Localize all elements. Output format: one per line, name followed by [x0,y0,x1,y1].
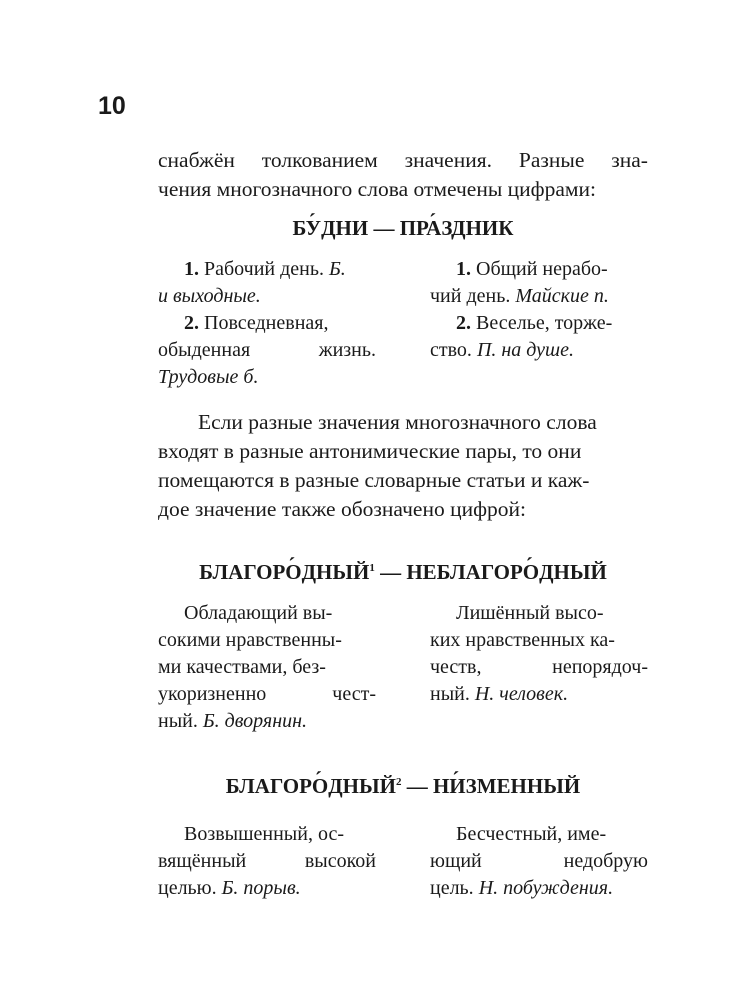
entry-2-headword [158,560,648,585]
def-text: целью. [158,877,217,899]
accented-letter: А ´ [426,216,441,240]
intro-line-1 [158,146,648,175]
sense-number: 2. [184,312,199,334]
para2-line: входят в разные антонимические пары, то они [158,439,582,463]
headword-part: БЛАГОР [225,774,312,798]
def-text: недобрую [563,850,648,872]
def-text: обыденная [158,339,251,361]
def-line [430,681,648,708]
def-text: честв, [430,656,482,678]
def-line [430,875,648,902]
def-text: Повседневная, [204,312,329,334]
homonym-index: 1 [369,562,375,574]
def-text: чест- [332,683,376,705]
headword-part: ДНЫЙ [328,774,396,798]
entry-1-left-definition [158,256,376,391]
entry-2-right-definition [430,600,648,708]
example: Б. [329,258,346,280]
dash: — [406,774,428,798]
accented-letter: О ´ [285,560,301,584]
word: зна- [611,148,648,172]
def-line [158,283,376,310]
headword-part: ЗДНИК [441,216,514,240]
headword-part: ПР [399,216,427,240]
def-text: ный. [158,710,198,732]
accented-letter: И ´ [449,774,465,798]
page-number: 10 [98,92,126,120]
entry-1-headword [158,216,648,241]
def-line [430,283,648,310]
def-line: сокими нравственны- [158,629,342,651]
def-line [430,848,648,875]
def-text: ющий [430,850,482,872]
def-line [158,875,376,902]
word: снабжён [158,148,235,172]
para2-line: дое значение также обозначено цифрой: [158,497,526,521]
para2-line: Если разные значения многозначного слова [198,410,597,434]
def-line [158,256,376,283]
def-text: цель. [430,877,474,899]
dash: — [373,216,395,240]
word: значения. [404,148,492,172]
def-text: непорядоч- [552,656,648,678]
intro-line-2: чения многозначного слова отмечены цифрами: [158,177,596,201]
def-text: вящённый [158,850,247,872]
example: Трудовые б. [158,366,259,388]
homonym-index: 2 [395,776,402,788]
example: Б. дворянин. [202,710,308,732]
example: и выходные. [158,285,261,307]
def-line [158,681,376,708]
headword-part: ДНЫЙ [301,560,370,584]
def-line: Обладающий вы- [184,602,333,624]
example: Б. порыв. [221,877,301,899]
def-line: Бесчестный, име- [456,823,607,845]
word: Разные [518,148,585,172]
def-line [158,310,376,337]
entry-1-right-definition [430,256,648,364]
sense-number: 1. [456,258,471,280]
def-line [430,654,648,681]
accented-letter: У ´ [306,216,321,240]
example: Н. побуждения. [478,877,614,899]
def-line: Лишённый высо- [456,602,604,624]
entry-3-headword [158,774,648,799]
word: толкованием [261,148,378,172]
def-line [158,337,376,364]
headword-part: ДНЫЙ [539,560,607,584]
def-line [430,337,648,364]
headword-part: Б [292,216,306,240]
def-line [158,364,376,391]
def-line [158,848,376,875]
paragraph-2 [158,408,648,524]
accented-letter: О ´ [312,774,328,798]
example: Н. человек. [474,683,569,705]
accented-letter: О ´ [523,560,539,584]
headword-part: ЗМЕННЫЙ [465,774,581,798]
def-text: Веселье, торже- [476,312,613,334]
headword-part: Н [432,774,450,798]
entry-3-right-definition [430,821,648,902]
def-line [430,256,648,283]
def-text: Общий нерабо- [476,258,608,280]
headword-part: БЛАГОР [199,560,286,584]
example: П. на душе. [476,339,575,361]
def-text: чий день. [430,285,511,307]
def-text: жизнь. [318,339,376,361]
def-line: ми качествами, без- [158,656,326,678]
para2-line: помещаются в разные словарные статьи и каж- [158,468,590,492]
def-text: укоризненно [158,683,267,705]
def-line: Возвышенный, ос- [184,823,344,845]
entry-2-left-definition [158,600,376,735]
headword-part: ДНИ [321,216,369,240]
def-line: ких нравственных ка- [430,629,615,651]
def-text: высокой [304,850,376,872]
intro-paragraph [158,146,648,204]
example: Майские п. [515,285,609,307]
dash: — [380,560,402,584]
def-text: Рабочий день. [204,258,324,280]
def-line [430,310,648,337]
def-text: ство. [430,339,472,361]
def-line [158,708,376,735]
sense-number: 2. [456,312,471,334]
entry-3-left-definition [158,821,376,902]
sense-number: 1. [184,258,199,280]
def-text: ный. [430,683,470,705]
headword-part: НЕБЛАГОР [406,560,523,584]
